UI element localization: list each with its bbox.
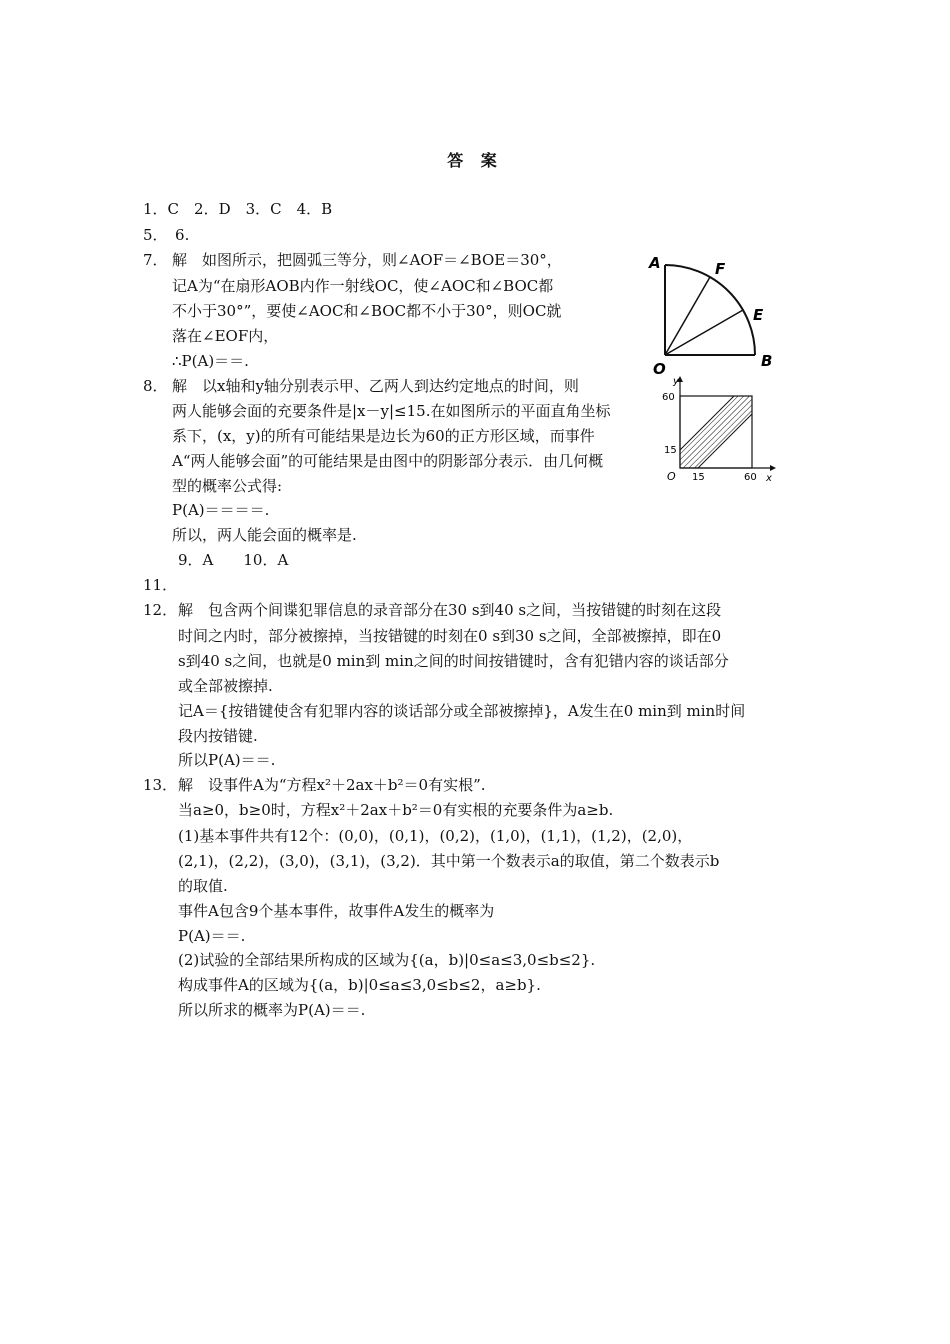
q12-line: 段内按错键. — [178, 727, 258, 745]
q8-line: P(A)＝＝＝＝. — [172, 501, 270, 519]
y-tick-60: 60 — [662, 392, 675, 403]
q13-line: (2)试验的全部结果所构成的区域为{(a，b)|0≤a≤3,0≤b≤2}. — [178, 951, 596, 969]
q13-line: 所以所求的概率为P(A)＝＝. — [178, 1001, 366, 1019]
q13-line: 构成事件A的区域为{(a，b)|0≤a≤3,0≤b≤2，a≥b}. — [178, 976, 541, 994]
q8-line: A“两人能够会面”的可能结果是由图中的阴影部分表示．由几何概 — [172, 452, 604, 470]
q13-number: 13． — [143, 776, 178, 794]
label-b: B — [761, 352, 773, 370]
q8-line: 两人能够会面的充要条件是|x－y|≤15.在如图所示的平面直角坐标 — [172, 402, 611, 420]
q7-number: 7． — [143, 251, 168, 269]
meeting-region-figure — [660, 372, 780, 484]
q8-line: 型的概率公式得: — [172, 477, 283, 495]
answers-9-10: 9．A 10．A — [178, 551, 289, 569]
radius-of — [665, 277, 710, 355]
q12-line: s到40 s之间，也就是0 min到 min之间的时间按错键时，含有犯错内容的谈话部分 — [178, 652, 729, 670]
x-tick-15: 15 — [692, 472, 705, 483]
q12-line: 或全部被擦掉. — [178, 677, 273, 695]
q12-line: 记A＝{按错键使含有犯罪内容的谈话部分或全部被擦掉}，A发生在0 min到 min时间 — [178, 702, 746, 720]
y-label: y — [673, 376, 679, 387]
q7-line: 不小于30°”，要使∠AOC和∠BOC都不小于30°，则OC就 — [172, 302, 562, 320]
q12-line: 所以P(A)＝＝. — [178, 751, 276, 769]
q13-line: P(A)＝＝. — [178, 927, 246, 945]
label-f: F — [715, 260, 726, 278]
q13-line: 事件A包含9个基本事件，故事件A发生的概率为 — [178, 902, 495, 920]
answer-11: 11． — [143, 576, 178, 594]
x-label: x — [766, 473, 772, 484]
origin-label: O — [667, 470, 676, 483]
radius-oe — [665, 310, 743, 355]
label-e: E — [753, 306, 764, 324]
q12-line: 时间之内时，部分被擦掉，当按错键的时刻在0 s到30 s之间，全部被擦掉，即在0 — [178, 627, 722, 645]
q8-line: 所以，两人能会面的概率是. — [172, 526, 357, 544]
q13-line: 当a≥0，b≥0时，方程x²＋2ax＋b²＝0有实根的充要条件为a≥b. — [178, 801, 614, 819]
q7-line: 记A为“在扇形AOB内作一射线OC，使∠AOC和∠BOC都 — [172, 277, 554, 295]
q13-line: 的取值. — [178, 877, 228, 895]
q8-number: 8． — [143, 377, 168, 395]
q7-line: ∴P(A)＝＝. — [172, 352, 249, 370]
x-tick-60: 60 — [744, 472, 757, 483]
y-tick-15: 15 — [664, 445, 677, 456]
q12-line: 解 包含两个间谍犯罪信息的录音部分在30 s到40 s之间，当按错键的时刻在这段 — [178, 601, 722, 619]
label-o: O — [653, 360, 666, 378]
q13-line: 解 设事件A为“方程x²＋2ax＋b²＝0有实根”. — [178, 776, 486, 794]
answers-1-4: 1．C 2．D 3．C 4．B — [143, 200, 333, 218]
q7-line: 解 如图所示，把圆弧三等分，则∠AOF＝∠BOE＝30°， — [172, 251, 562, 269]
q7-line: 落在∠EOF内， — [172, 327, 279, 345]
x-axis-arrow — [770, 465, 776, 471]
answer-5: 5． 6. — [143, 226, 190, 244]
q13-line: (1)基本事件共有12个：(0,0)，(0,1)，(0,2)，(1,0)，(1,1)，(1,2)，(2,0)， — [178, 827, 693, 845]
q8-line: 系下，(x，y)的所有可能结果是边长为60的正方形区域，而事件 — [172, 427, 595, 445]
q12-number: 12． — [143, 601, 178, 619]
sector-figure — [645, 250, 785, 380]
q8-line: 解 以x轴和y轴分别表示甲、乙两人到达约定地点的时间，则 — [172, 377, 579, 395]
q13-line: (2,1)，(2,2)，(3,0)，(3,1)，(3,2)．其中第一个数表示a的取值，第二个数表示b — [178, 852, 720, 870]
label-a: A — [649, 254, 661, 272]
page-title: 答 案 — [447, 151, 503, 170]
shaded-band — [680, 396, 752, 468]
